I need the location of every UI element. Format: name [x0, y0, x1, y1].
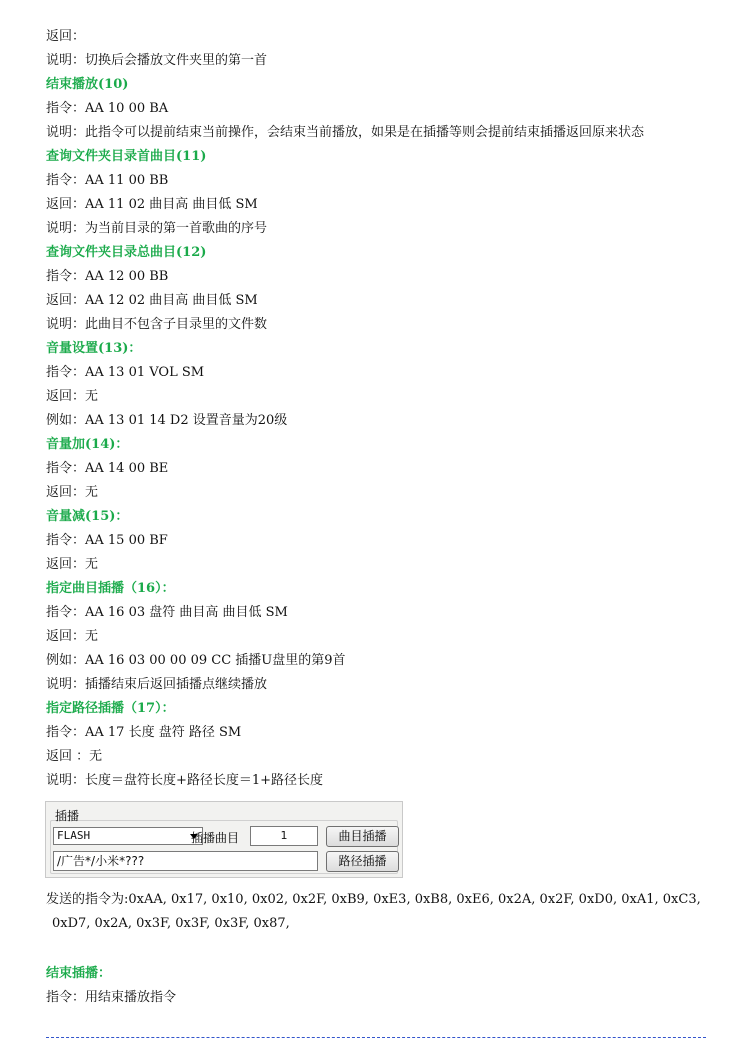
section-heading: 指定路径插播（17）： — [46, 701, 175, 716]
text-line: 说明：此指令可以提前结束当前操作，会结束当前播放，如果是在插播等则会提前结束插播返回原来状态 — [46, 125, 645, 140]
sent-command-line-1: 发送的指令为:0xAA, 0x17, 0x10, 0x02, 0x2F, 0xB9, 0xE3, 0xB8, 0xE6, 0x2A, 0x2F, 0xD0, 0xA1, 0xC3, — [46, 892, 701, 907]
section-heading: 查询文件夹目录总曲目(12) — [46, 245, 207, 260]
text-line: 返回：无 — [46, 629, 99, 644]
text-line: 指令：AA 10 00 BA — [46, 101, 169, 116]
text-line: 指令：AA 17 长度 盘符 路径 SM — [46, 725, 242, 740]
section-heading: 查询文件夹目录首曲目(11) — [46, 149, 207, 164]
text-line: 说明：切换后会播放文件夹里的第一首 — [46, 53, 268, 68]
command-list — [46, 25, 726, 793]
text-line: 指令：AA 15 00 BF — [46, 533, 168, 548]
end-insert-command: 指令：用结束播放指令 — [46, 990, 177, 1005]
text-line: 说明：为当前目录的第一首歌曲的序号 — [46, 221, 268, 236]
text-line: 指令：AA 11 00 BB — [46, 173, 169, 188]
text-line: 返回：AA 11 02 曲目高 曲目低 SM — [46, 197, 258, 212]
text-line: 返回 ：无 — [46, 749, 103, 764]
section-heading: 指定曲目插播（16）： — [46, 581, 175, 596]
sent-command-text — [46, 888, 711, 936]
panel-title: 插播 — [55, 809, 80, 823]
text-line: 指令：AA 12 00 BB — [46, 269, 169, 284]
text-line: 说明：插播结束后返回插播点继续播放 — [46, 677, 268, 692]
drive-select[interactable] — [53, 827, 203, 845]
track-label: 插播曲目 — [191, 831, 240, 845]
insert-play-panel — [45, 801, 403, 878]
track-insert-button[interactable]: 曲目插播 — [326, 826, 399, 847]
text-line: 说明：长度＝盘符长度+路径长度＝1+路径长度 — [46, 773, 324, 788]
text-line: 例如：AA 13 01 14 D2 设置音量为20级 — [46, 413, 288, 428]
text-line: 指令：AA 13 01 VOL SM — [46, 365, 205, 380]
track-number-input[interactable]: 1 — [250, 826, 318, 846]
text-line: 返回：无 — [46, 557, 99, 572]
path-input[interactable]: /广告*/小米*??? — [53, 851, 318, 871]
section-heading: 结束播放(10) — [46, 77, 129, 92]
text-line: 返回：无 — [46, 485, 99, 500]
sent-command-line-2: 0xD7, 0x2A, 0x3F, 0x3F, 0x3F, 0x87, — [52, 916, 290, 931]
section-heading: 音量加(14)： — [46, 437, 129, 452]
text-line: 指令：AA 16 03 盘符 曲目高 曲目低 SM — [46, 605, 288, 620]
text-line: 说明：此曲目不包含子目录里的文件数 — [46, 317, 268, 332]
text-line: 返回：AA 12 02 曲目高 曲目低 SM — [46, 293, 258, 308]
end-insert-heading: 结束插播： — [46, 966, 112, 981]
path-insert-button[interactable]: 路径插播 — [326, 851, 399, 872]
text-line: 指令：AA 14 00 BE — [46, 461, 169, 476]
text-line: 例如：AA 16 03 00 00 09 CC 插播U盘里的第9首 — [46, 653, 346, 668]
section-heading: 音量设置(13)： — [46, 341, 142, 356]
text-line: 返回：无 — [46, 389, 99, 404]
drive-select-value: FLASH — [57, 829, 91, 842]
divider — [46, 1037, 706, 1038]
text-line: 返回： — [46, 29, 86, 44]
section-heading: 音量减(15)： — [46, 509, 129, 524]
